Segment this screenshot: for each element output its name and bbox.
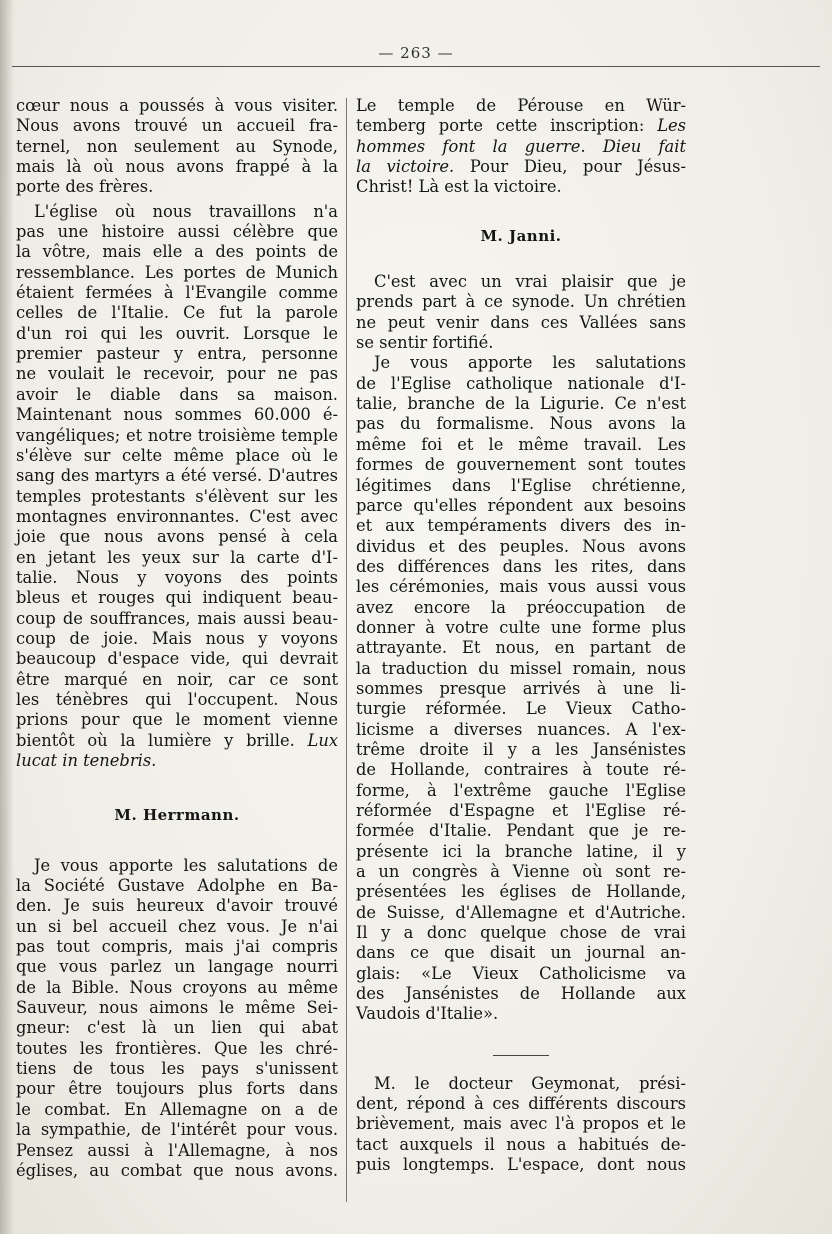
speaker-heading-herrmann xyxy=(16,805,338,825)
right-column xyxy=(356,96,686,1176)
right-paragraph-4 xyxy=(356,1074,686,1176)
text-line: avoir le diable dans sa maison. xyxy=(16,384,338,404)
text-line: de l'Eglise catholique nationale d'I- xyxy=(356,373,686,393)
column-divider xyxy=(346,98,347,1202)
text-line: C'est avec un vrai plaisir que je xyxy=(374,272,686,292)
text-line: temples protestants s'élèvent sur les xyxy=(16,486,338,506)
latin-motto-start: Lux xyxy=(307,730,338,750)
text-line: en jetant les yeux sur la carte d'I- xyxy=(16,547,338,567)
text-line: Le temple de Pérouse en Wür- xyxy=(356,96,686,115)
text-line: pas tout compris, mais j'ai compris xyxy=(16,937,338,957)
right-paragraph-2 xyxy=(356,272,686,353)
inscription-text: Les xyxy=(657,116,686,136)
text-line: dent, répond à ces différents discours xyxy=(356,1094,686,1114)
text-line: joie que nous avons pensé à cela xyxy=(16,527,338,547)
text-line: a un congrès à Vienne où sont re- xyxy=(356,862,686,882)
text-line: s'élève sur celte même place où le xyxy=(16,445,338,465)
text-line: bleus et rouges qui indiquent beau- xyxy=(16,588,338,608)
text-line: prends part à ce synode. Un chrétien xyxy=(356,292,686,312)
left-paragraph-2 xyxy=(16,202,338,772)
text-line: talie. Nous y voyons des points xyxy=(16,567,338,587)
left-column xyxy=(16,96,338,1181)
text-line: turgie réformée. Le Vieux Catho- xyxy=(356,699,686,719)
text-line: attrayante. Et nous, en partant de xyxy=(356,638,686,658)
text-line: puis longtemps. L'espace, dont nous xyxy=(356,1155,686,1175)
text-line: Je vous apporte les salutations de xyxy=(34,855,338,875)
text-line: gneur: c'est là un lien qui abat xyxy=(16,1018,338,1038)
text-line: talie, branche de la Ligurie. Ce n'est xyxy=(356,394,686,414)
text-line: les cérémonies, mais vous aussi vous xyxy=(356,577,686,597)
text-line: porte des frères. xyxy=(16,177,154,197)
text-line: de la Bible. Nous croyons au même xyxy=(16,977,338,997)
text-line: le combat. En Allemagne on a de xyxy=(16,1099,338,1119)
text-line: Il y a donc quelque chose de vrai xyxy=(356,923,686,943)
text-line: dans ce que disait un journal an- xyxy=(356,943,686,963)
text-line: toutes les frontières. Que les chré- xyxy=(16,1038,338,1058)
section-separator xyxy=(356,1055,686,1056)
text-line: tact auxquels il nous a habitués de- xyxy=(356,1134,686,1154)
right-paragraph-3 xyxy=(356,353,686,1024)
left-paragraph-1 xyxy=(16,96,338,198)
text-line: pas du formalisme. Nous avons la xyxy=(356,414,686,434)
separator-rule xyxy=(493,1055,549,1056)
inscription-text: la victoire. xyxy=(356,157,455,177)
text-line: celles de l'Italie. Ce fut la parole xyxy=(16,303,338,323)
text-line: L'église où nous travaillons n'a xyxy=(34,201,338,221)
text-line: cœur nous a poussés à vous visiter. xyxy=(16,96,338,115)
header-rule xyxy=(12,66,820,67)
text-line: la vôtre, mais elle a des points de xyxy=(16,242,338,262)
text-line: prions pour que le moment vienne xyxy=(16,710,338,730)
text-line: d'un roi qui les ouvrit. Lorsque le xyxy=(16,323,338,343)
speaker-name: M. Herrmann. xyxy=(114,806,240,825)
text-line: de Hollande, contraires à toute ré- xyxy=(356,760,686,780)
text-line: Christ! Là est la victoire. xyxy=(356,177,562,197)
text-line: vangéliques; et notre troisième temple xyxy=(16,425,338,445)
text-line: parce qu'elles répondent aux besoins xyxy=(356,495,686,515)
text-line xyxy=(16,731,338,751)
text-line: Maintenant nous sommes 60.000 é- xyxy=(16,405,338,425)
text-line: des différences dans les rites, dans xyxy=(356,556,686,576)
latin-motto-end: lucat in tenebris. xyxy=(16,751,157,770)
speaker-name: M. Janni. xyxy=(480,226,562,245)
text-line: Nous avons trouvé un accueil fra- xyxy=(16,116,338,136)
text-line: sommes presque arrivés à une li- xyxy=(356,678,686,698)
text-fragment: Pour Dieu, pour Jésus- xyxy=(454,157,686,177)
text-line: den. Je suis heureux d'avoir trouvé xyxy=(16,896,338,916)
text-line: formes de gouvernement sont toutes xyxy=(356,455,686,475)
text-line: ne voulait le recevoir, pour ne pas xyxy=(16,364,338,384)
text-line: licisme a diverses nuances. A l'ex- xyxy=(356,719,686,739)
text-line xyxy=(356,137,686,157)
text-line: étaient fermées à l'Evangile comme xyxy=(16,283,338,303)
text-fragment: temberg porte cette inscription: xyxy=(356,116,658,136)
text-line: églises, au combat que nous avons. xyxy=(16,1160,338,1180)
text-fragment: bientôt où la lumière y brille. xyxy=(16,730,295,750)
text-line: montagnes environnantes. C'est avec xyxy=(16,506,338,526)
text-line: les ténèbres qui l'occupent. Nous xyxy=(16,689,338,709)
text-line xyxy=(16,751,338,771)
text-line: forme, à l'extrême gauche l'Eglise xyxy=(356,780,686,800)
text-line: présente ici la branche latine, il y xyxy=(356,841,686,861)
text-line: brièvement, mais avec l'à propos et le xyxy=(356,1114,686,1134)
text-line: pour être toujours plus forts dans xyxy=(16,1079,338,1099)
text-line: légitimes dans l'Eglise chrétienne, xyxy=(356,475,686,495)
text-line: réformée d'Espagne et l'Eglise ré- xyxy=(356,801,686,820)
text-line: la Société Gustave Adolphe en Ba- xyxy=(16,876,338,896)
right-paragraph-1 xyxy=(356,96,686,198)
text-line: et aux tempéraments divers des in- xyxy=(356,516,686,536)
text-line: un si bel accueil chez vous. Je n'ai xyxy=(16,916,338,936)
text-line: la traduction du missel romain, nous xyxy=(356,658,686,678)
text-line: glais: «Le Vieux Catholicisme va xyxy=(356,963,686,983)
text-line: beaucoup d'espace vide, qui devrait xyxy=(16,649,338,669)
text-line: coup de joie. Mais nous y voyons xyxy=(16,628,338,648)
text-line: ternel, non seulement au Synode, xyxy=(16,136,338,156)
text-line: premier pasteur y entra, personne xyxy=(16,344,338,364)
text-line: ressemblance. Les portes de Munich xyxy=(16,262,338,282)
text-line: même foi et le même travail. Les xyxy=(356,434,686,454)
text-line: être marqué en noir, car ce sont xyxy=(16,669,338,689)
text-line: M. le docteur Geymonat, prési- xyxy=(374,1073,686,1093)
text-line: mais là où nous avons frappé à la xyxy=(16,157,338,177)
text-line: sang des martyrs a été versé. D'autres xyxy=(16,466,338,486)
page-edge-shadow xyxy=(0,0,14,1234)
text-line xyxy=(356,116,686,136)
text-line: coup de souffrances, mais aussi beau- xyxy=(16,608,338,628)
inscription-text: hommes font la guerre. Dieu fait xyxy=(356,136,686,156)
text-line: de Suisse, d'Allemagne et d'Autriche. xyxy=(356,902,686,922)
text-line xyxy=(356,157,686,177)
text-line: la sympathie, de l'intérêt pour vous. xyxy=(16,1120,338,1140)
text-line: Sauveur, nous aimons le même Sei- xyxy=(16,998,338,1018)
text-line: formée d'Italie. Pendant que je re- xyxy=(356,821,686,841)
page-number: — 263 — xyxy=(378,44,454,62)
text-line: Je vous apporte les salutations xyxy=(374,353,686,373)
text-line: des Jansénistes de Hollande aux xyxy=(356,984,686,1004)
text-line: que vous parlez un langage nourri xyxy=(16,957,338,977)
left-paragraph-3 xyxy=(16,856,338,1182)
text-line: Pensez aussi à l'Allemagne, à nos xyxy=(16,1140,338,1160)
text-line: pas une histoire aussi célèbre que xyxy=(16,222,338,242)
text-line: tiens de tous les pays s'unissent xyxy=(16,1059,338,1079)
text-line: avez encore la préoccupation de xyxy=(356,597,686,617)
text-line: donner à votre culte une forme plus xyxy=(356,617,686,637)
text-line: ne peut venir dans ces Vallées sans xyxy=(356,312,686,332)
text-line: trême droite il y a les Jansénistes xyxy=(356,739,686,759)
text-line: Vaudois d'Italie». xyxy=(356,1004,499,1024)
speaker-heading-janni xyxy=(356,226,686,246)
text-line: présentées les églises de Hollande, xyxy=(356,882,686,902)
text-line: dividus et des peuples. Nous avons xyxy=(356,536,686,556)
text-line: se sentir fortifié. xyxy=(356,333,494,353)
